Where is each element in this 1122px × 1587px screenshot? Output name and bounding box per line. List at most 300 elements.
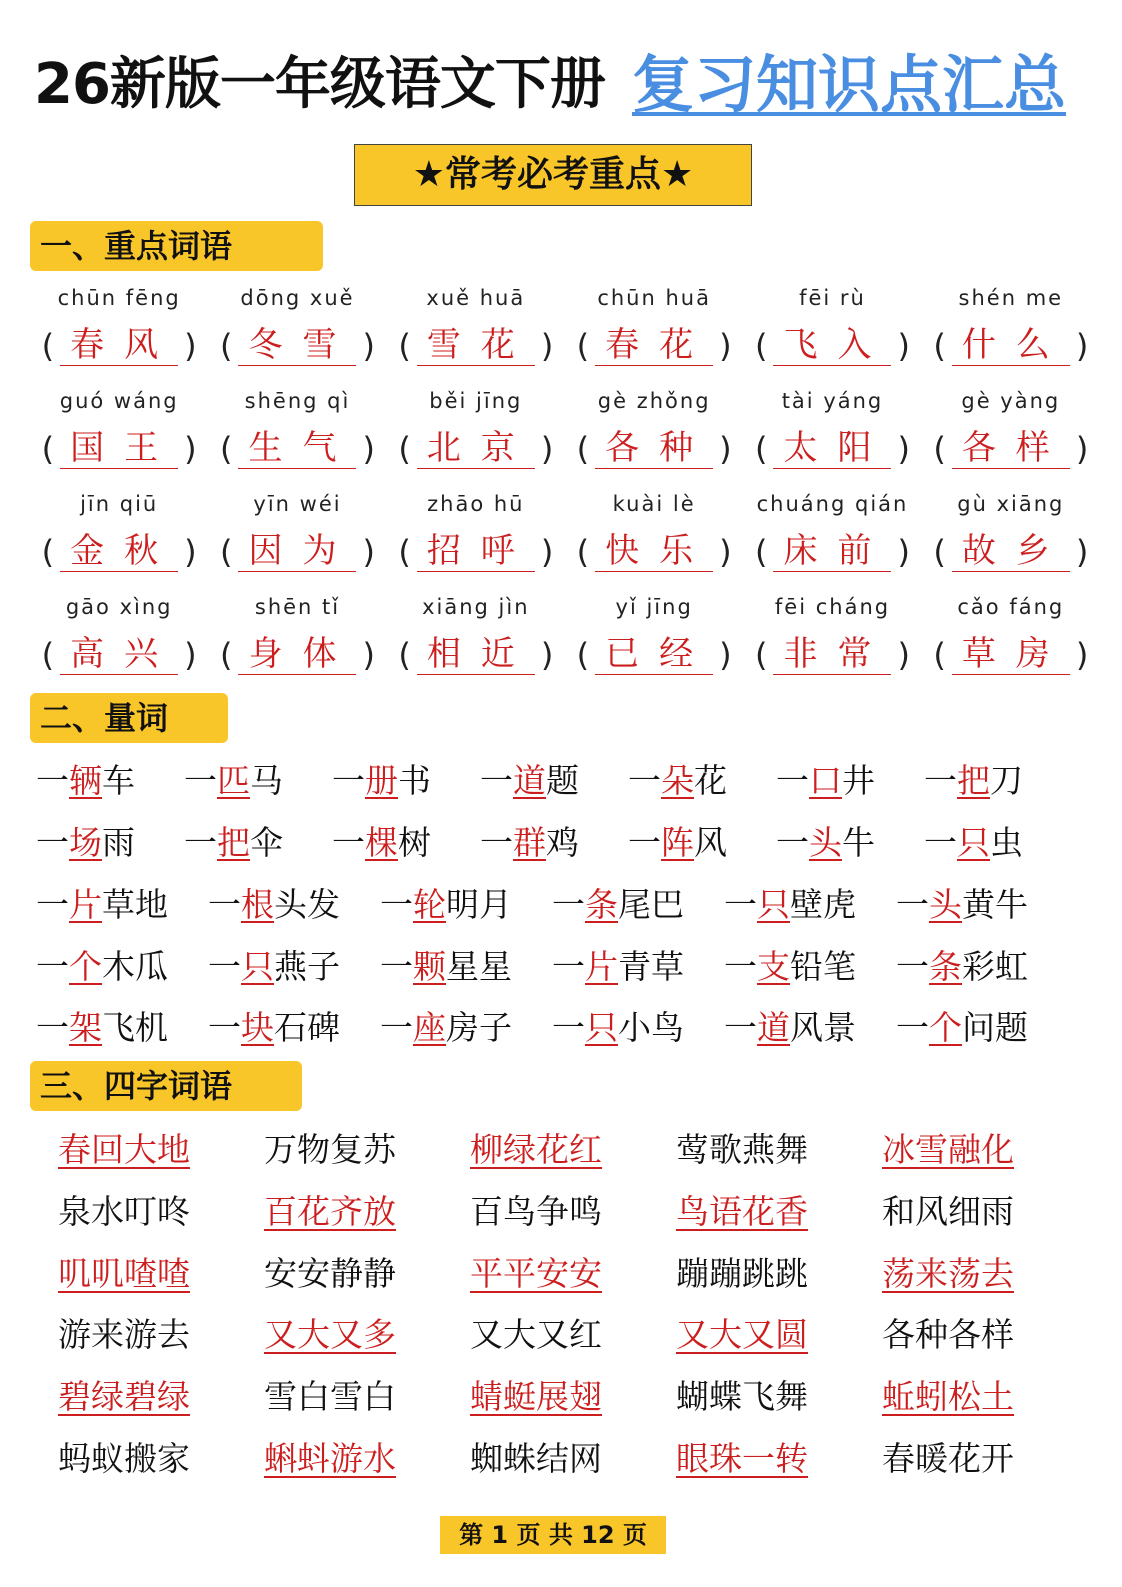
measure-word — [628, 814, 776, 876]
right-paren: ) — [897, 532, 910, 571]
left-paren: ( — [755, 326, 768, 365]
right-paren: ) — [540, 429, 554, 468]
measure-classifier: 口 — [809, 761, 842, 800]
word-hanzi: 高兴 — [60, 634, 178, 675]
right-paren: ) — [362, 429, 375, 468]
measure-classifier: 轮 — [413, 885, 446, 924]
word-pinyin: xiāng jìn — [422, 595, 530, 619]
measure-prefix: 一 — [36, 885, 69, 924]
word-hanzi-box — [743, 324, 921, 374]
word-hanzi: 春风 — [60, 325, 178, 366]
four-char-phrase: 和风细雨 — [882, 1191, 1014, 1231]
left-paren: ( — [398, 326, 411, 365]
measure-classifier: 群 — [513, 823, 546, 862]
measure-noun: 鸡 — [546, 823, 579, 862]
measure-classifier: 条 — [929, 946, 962, 986]
four-char-phrase: 鸟语花香 — [676, 1191, 808, 1231]
measure-prefix: 一 — [184, 761, 217, 800]
measure-classifier: 只 — [241, 946, 274, 986]
measure-prefix: 一 — [208, 946, 241, 986]
left-paren: ( — [755, 635, 768, 674]
measure-classifier: 道 — [513, 761, 546, 800]
measure-word — [628, 752, 776, 814]
key-words-grid — [30, 280, 1100, 692]
measure-word — [552, 876, 724, 938]
measure-prefix: 一 — [184, 823, 217, 862]
measure-word — [184, 814, 332, 876]
word-item — [743, 486, 921, 589]
right-paren: ) — [897, 429, 910, 468]
right-paren: ) — [719, 635, 732, 674]
measure-word — [36, 814, 184, 876]
word-hanzi: 床前 — [773, 531, 891, 572]
word-hanzi: 飞入 — [773, 325, 891, 366]
measure-classifier: 架 — [69, 1008, 102, 1047]
measure-noun: 伞 — [250, 823, 283, 862]
word-item — [30, 589, 208, 692]
four-char-phrase: 蜻蜓展翅 — [470, 1377, 602, 1417]
word-hanzi-box — [208, 530, 386, 580]
measure-noun: 虫 — [990, 823, 1023, 862]
measure-prefix: 一 — [552, 1008, 585, 1047]
left-paren: ( — [220, 635, 233, 674]
measure-noun: 星星 — [446, 946, 512, 986]
word-item — [30, 486, 208, 589]
four-char-phrase: 各种各样 — [882, 1315, 1014, 1355]
measure-word — [332, 752, 480, 814]
four-char-phrases-grid — [58, 1120, 1098, 1491]
left-paren: ( — [933, 429, 946, 468]
word-pinyin: gè yàng — [961, 389, 1061, 413]
word-hanzi: 非常 — [773, 634, 891, 675]
measure-prefix: 一 — [480, 761, 513, 800]
measure-prefix: 一 — [924, 761, 957, 800]
measure-prefix: 一 — [380, 1008, 413, 1047]
measure-word — [36, 938, 208, 1000]
word-hanzi: 生气 — [238, 428, 356, 469]
word-item — [208, 486, 386, 589]
measure-word — [480, 752, 628, 814]
measure-prefix: 一 — [36, 761, 69, 800]
measure-word — [332, 814, 480, 876]
word-hanzi: 草房 — [952, 634, 1070, 675]
measure-noun: 燕子 — [274, 946, 340, 986]
right-paren: ) — [719, 429, 732, 468]
four-char-phrase: 蝴蝶飞舞 — [676, 1377, 808, 1417]
left-paren: ( — [398, 429, 411, 468]
word-hanzi: 各样 — [952, 428, 1070, 469]
title-black: 26新版一年级语文下册 — [34, 52, 605, 117]
measure-word — [380, 999, 552, 1061]
measure-classifier: 只 — [585, 1008, 618, 1047]
word-pinyin: shēn tǐ — [254, 595, 341, 619]
word-hanzi-box — [387, 324, 565, 374]
measure-noun: 石碑 — [274, 1008, 340, 1047]
left-paren: ( — [576, 635, 590, 674]
word-pinyin: gù xiāng — [957, 492, 1065, 516]
four-char-phrase: 荡来荡去 — [882, 1253, 1014, 1293]
four-char-phrase: 蜘蛛结网 — [470, 1438, 602, 1478]
four-char-phrase: 蚂蚁搬家 — [58, 1438, 190, 1478]
four-char-phrase: 冰雪融化 — [882, 1130, 1014, 1169]
word-hanzi: 什么 — [952, 325, 1070, 366]
measure-noun: 雨 — [102, 823, 135, 862]
four-char-phrase: 泉水叮咚 — [58, 1191, 190, 1231]
four-char-phrase: 春回大地 — [58, 1130, 190, 1169]
measure-noun: 小鸟 — [618, 1008, 684, 1047]
measure-word — [36, 999, 208, 1061]
word-hanzi: 金秋 — [60, 531, 178, 572]
measure-prefix: 一 — [628, 823, 661, 862]
measure-classifier: 只 — [757, 885, 790, 924]
measure-prefix: 一 — [332, 761, 365, 800]
measure-prefix: 一 — [208, 1008, 241, 1047]
measure-classifier: 匹 — [217, 761, 250, 800]
word-hanzi-box — [922, 633, 1100, 683]
key-points-banner: ★常考必考重点★ — [354, 144, 752, 206]
measure-prefix: 一 — [924, 823, 957, 862]
four-char-phrase: 碧绿碧绿 — [58, 1377, 190, 1417]
word-hanzi-box — [30, 633, 208, 683]
word-item — [922, 280, 1100, 383]
measure-word — [896, 876, 1068, 938]
word-pinyin: xuě huā — [426, 286, 526, 310]
four-char-phrase: 又大又多 — [264, 1315, 396, 1355]
word-item — [922, 383, 1100, 486]
right-paren: ) — [897, 635, 910, 674]
word-hanzi-box — [208, 427, 386, 477]
measure-noun: 题 — [546, 761, 579, 800]
measure-prefix: 一 — [776, 761, 809, 800]
measure-prefix: 一 — [332, 823, 365, 862]
word-hanzi: 太阳 — [773, 428, 891, 469]
right-paren: ) — [184, 635, 197, 674]
left-paren: ( — [576, 326, 590, 365]
measure-noun: 草地 — [102, 885, 168, 924]
measure-word — [36, 876, 208, 938]
four-char-phrase: 莺歌燕舞 — [676, 1130, 808, 1169]
word-pinyin: fēi cháng — [774, 595, 891, 619]
page-header — [0, 40, 1122, 130]
word-hanzi-box — [922, 324, 1100, 374]
four-char-phrase: 百鸟争鸣 — [470, 1191, 602, 1231]
left-paren: ( — [41, 429, 55, 468]
word-pinyin: chūn fēng — [57, 286, 181, 310]
measure-prefix: 一 — [724, 1008, 757, 1047]
word-hanzi: 相近 — [417, 634, 535, 675]
measure-word — [776, 814, 924, 876]
word-hanzi: 冬雪 — [238, 325, 356, 366]
word-item — [208, 383, 386, 486]
word-hanzi-box — [565, 427, 743, 477]
four-char-phrase: 柳绿花红 — [470, 1130, 602, 1169]
measure-prefix: 一 — [896, 885, 929, 924]
measure-word — [480, 814, 628, 876]
four-char-phrase: 又大又红 — [470, 1315, 602, 1355]
measure-noun: 彩虹 — [962, 946, 1028, 986]
measure-prefix: 一 — [628, 761, 661, 800]
measure-classifier: 阵 — [661, 823, 694, 862]
measure-word — [380, 876, 552, 938]
measure-noun: 明月 — [446, 885, 512, 924]
four-char-phrase: 安安静静 — [264, 1253, 396, 1293]
measure-prefix: 一 — [896, 946, 929, 986]
measure-classifier: 条 — [585, 885, 618, 924]
measure-noun: 牛 — [842, 823, 875, 862]
measure-noun: 刀 — [990, 761, 1023, 800]
measure-classifier: 棵 — [365, 823, 398, 862]
word-hanzi-box — [743, 427, 921, 477]
measure-prefix: 一 — [208, 885, 241, 924]
word-hanzi: 因为 — [238, 531, 356, 572]
right-paren: ) — [184, 326, 197, 365]
measure-classifier: 根 — [241, 885, 274, 924]
word-item — [743, 589, 921, 692]
word-item — [387, 383, 565, 486]
right-paren: ) — [1075, 635, 1089, 674]
word-pinyin: yīn wéi — [253, 492, 342, 516]
word-item — [922, 486, 1100, 589]
word-item — [208, 589, 386, 692]
four-char-phrase: 蹦蹦跳跳 — [676, 1253, 808, 1293]
four-char-phrase: 叽叽喳喳 — [58, 1253, 190, 1293]
measure-classifier: 个 — [929, 1008, 962, 1047]
word-hanzi: 身体 — [238, 634, 356, 675]
measure-noun: 树 — [398, 823, 431, 862]
left-paren: ( — [933, 326, 946, 365]
word-hanzi-box — [922, 530, 1100, 580]
measure-classifier: 颗 — [413, 946, 446, 986]
word-pinyin: dōng xuě — [240, 286, 355, 310]
word-hanzi-box — [565, 324, 743, 374]
right-paren: ) — [540, 532, 554, 571]
measure-prefix: 一 — [724, 946, 757, 986]
measure-classifier: 头 — [929, 885, 962, 924]
four-char-phrase: 雪白雪白 — [264, 1377, 396, 1417]
word-hanzi: 北京 — [417, 428, 535, 469]
measure-noun: 铅笔 — [790, 946, 856, 986]
right-paren: ) — [719, 326, 732, 365]
four-char-phrase: 百花齐放 — [264, 1191, 396, 1231]
right-paren: ) — [897, 326, 910, 365]
measure-prefix: 一 — [480, 823, 513, 862]
right-paren: ) — [362, 635, 375, 674]
word-hanzi: 快乐 — [595, 531, 713, 572]
left-paren: ( — [755, 532, 768, 571]
measure-noun: 青草 — [618, 946, 684, 986]
left-paren: ( — [398, 635, 411, 674]
word-pinyin: kuài lè — [612, 492, 696, 516]
measure-word — [208, 876, 380, 938]
measure-noun: 风景 — [790, 1008, 856, 1047]
word-hanzi: 春花 — [595, 325, 713, 366]
measure-noun: 壁虎 — [790, 885, 856, 924]
word-pinyin: gāo xìng — [65, 595, 173, 619]
left-paren: ( — [755, 429, 768, 468]
measure-noun: 书 — [398, 761, 431, 800]
measure-noun: 问题 — [962, 1008, 1028, 1047]
measure-noun: 头发 — [274, 885, 340, 924]
measure-word — [896, 938, 1068, 1000]
section-heading-measure-words: 二、量词 — [30, 693, 228, 743]
measure-word — [36, 752, 184, 814]
measure-classifier: 把 — [957, 761, 990, 800]
word-pinyin: shēng qì — [244, 389, 351, 413]
four-char-phrase: 蝌蚪游水 — [264, 1438, 396, 1478]
measure-classifier: 座 — [413, 1008, 446, 1047]
four-char-phrase: 蚯蚓松土 — [882, 1377, 1014, 1417]
measure-classifier: 头 — [809, 823, 842, 862]
word-hanzi-box — [30, 324, 208, 374]
section-heading-key-words: 一、重点词语 — [30, 221, 323, 271]
measure-noun: 马 — [250, 761, 283, 800]
word-hanzi-box — [387, 633, 565, 683]
measure-word — [184, 752, 332, 814]
right-paren: ) — [540, 326, 554, 365]
four-char-phrase: 万物复苏 — [264, 1130, 396, 1169]
measure-classifier: 场 — [69, 823, 102, 862]
left-paren: ( — [576, 429, 590, 468]
left-paren: ( — [41, 532, 55, 571]
measure-noun: 井 — [842, 761, 875, 800]
left-paren: ( — [576, 532, 590, 571]
left-paren: ( — [220, 532, 233, 571]
left-paren: ( — [220, 429, 233, 468]
right-paren: ) — [540, 635, 554, 674]
word-item — [565, 589, 743, 692]
word-item — [565, 486, 743, 589]
word-hanzi: 雪花 — [417, 325, 535, 366]
measure-word — [924, 814, 1072, 876]
word-item — [565, 383, 743, 486]
word-hanzi-box — [922, 427, 1100, 477]
left-paren: ( — [398, 532, 411, 571]
word-item — [743, 383, 921, 486]
measure-word — [380, 938, 552, 1000]
measure-prefix: 一 — [36, 823, 69, 862]
measure-classifier: 道 — [757, 1008, 790, 1047]
left-paren: ( — [220, 326, 233, 365]
word-pinyin: zhāo hū — [427, 492, 525, 516]
word-pinyin: yǐ jīng — [615, 595, 693, 619]
word-hanzi-box — [208, 633, 386, 683]
measure-classifier: 片 — [585, 946, 618, 986]
measure-prefix: 一 — [380, 885, 413, 924]
word-hanzi-box — [208, 324, 386, 374]
word-pinyin: guó wáng — [59, 389, 179, 413]
measure-classifier: 把 — [217, 823, 250, 862]
measure-prefix: 一 — [896, 1008, 929, 1047]
word-pinyin: chuáng qián — [756, 492, 909, 516]
four-char-phrase: 又大又圆 — [676, 1315, 808, 1355]
title-blue: 复习知识点汇总 — [632, 48, 1067, 121]
page-number: 第 1 页 共 12 页 — [440, 1516, 666, 1554]
measure-prefix: 一 — [776, 823, 809, 862]
left-paren: ( — [41, 635, 55, 674]
right-paren: ) — [184, 429, 197, 468]
word-hanzi-box — [30, 427, 208, 477]
left-paren: ( — [933, 635, 946, 674]
measure-classifier: 片 — [69, 885, 102, 924]
measure-noun: 风 — [694, 823, 727, 862]
measure-noun: 木瓜 — [102, 946, 168, 986]
word-hanzi-box — [743, 530, 921, 580]
word-item — [208, 280, 386, 383]
measure-word — [724, 876, 896, 938]
word-item — [387, 486, 565, 589]
measure-prefix: 一 — [552, 946, 585, 986]
measure-prefix: 一 — [380, 946, 413, 986]
word-hanzi-box — [30, 530, 208, 580]
right-paren: ) — [719, 532, 732, 571]
measure-word — [208, 938, 380, 1000]
word-pinyin: gè zhǒng — [597, 389, 711, 413]
word-pinyin: tài yáng — [781, 389, 884, 413]
word-hanzi-box — [565, 633, 743, 683]
measure-noun: 飞机 — [102, 1008, 168, 1047]
measure-prefix: 一 — [36, 1008, 69, 1047]
word-item — [387, 280, 565, 383]
word-hanzi-box — [565, 530, 743, 580]
measure-word — [552, 999, 724, 1061]
measure-classifier: 只 — [957, 823, 990, 862]
word-pinyin: cǎo fáng — [957, 595, 1065, 619]
measure-classifier: 支 — [757, 946, 790, 986]
measure-words-long-grid — [36, 876, 1114, 1061]
measure-prefix: 一 — [724, 885, 757, 924]
word-hanzi: 已经 — [595, 634, 713, 675]
measure-prefix: 一 — [552, 885, 585, 924]
word-item — [565, 280, 743, 383]
measure-word — [924, 752, 1072, 814]
four-char-phrase: 游来游去 — [58, 1315, 190, 1355]
measure-classifier: 个 — [69, 946, 102, 986]
word-hanzi: 国王 — [60, 428, 178, 469]
word-item — [743, 280, 921, 383]
word-hanzi-box — [387, 530, 565, 580]
word-pinyin: fēi rù — [799, 286, 866, 310]
word-pinyin: shén me — [958, 286, 1064, 310]
right-paren: ) — [1075, 326, 1089, 365]
measure-words-short-grid — [36, 752, 1114, 876]
measure-classifier: 块 — [241, 1008, 274, 1047]
measure-noun: 花 — [694, 761, 727, 800]
word-pinyin: běi jīng — [429, 389, 523, 413]
word-hanzi-box — [387, 427, 565, 477]
measure-noun: 尾巴 — [618, 885, 684, 924]
right-paren: ) — [362, 532, 375, 571]
word-item — [387, 589, 565, 692]
measure-noun: 黄牛 — [962, 885, 1028, 924]
word-hanzi-box — [743, 633, 921, 683]
word-pinyin: chūn huā — [597, 286, 711, 310]
measure-word — [896, 999, 1068, 1061]
right-paren: ) — [362, 326, 375, 365]
left-paren: ( — [41, 326, 55, 365]
measure-word — [724, 938, 896, 1000]
section-heading-four-char-phrases: 三、四字词语 — [30, 1061, 302, 1111]
measure-word — [552, 938, 724, 1000]
measure-noun: 房子 — [446, 1008, 512, 1047]
four-char-phrase: 眼珠一转 — [676, 1438, 808, 1478]
measure-word — [208, 999, 380, 1061]
left-paren: ( — [933, 532, 946, 571]
word-hanzi: 故乡 — [952, 531, 1070, 572]
measure-classifier: 辆 — [69, 761, 102, 800]
measure-word — [724, 999, 896, 1061]
right-paren: ) — [184, 532, 197, 571]
word-hanzi: 招呼 — [417, 531, 535, 572]
